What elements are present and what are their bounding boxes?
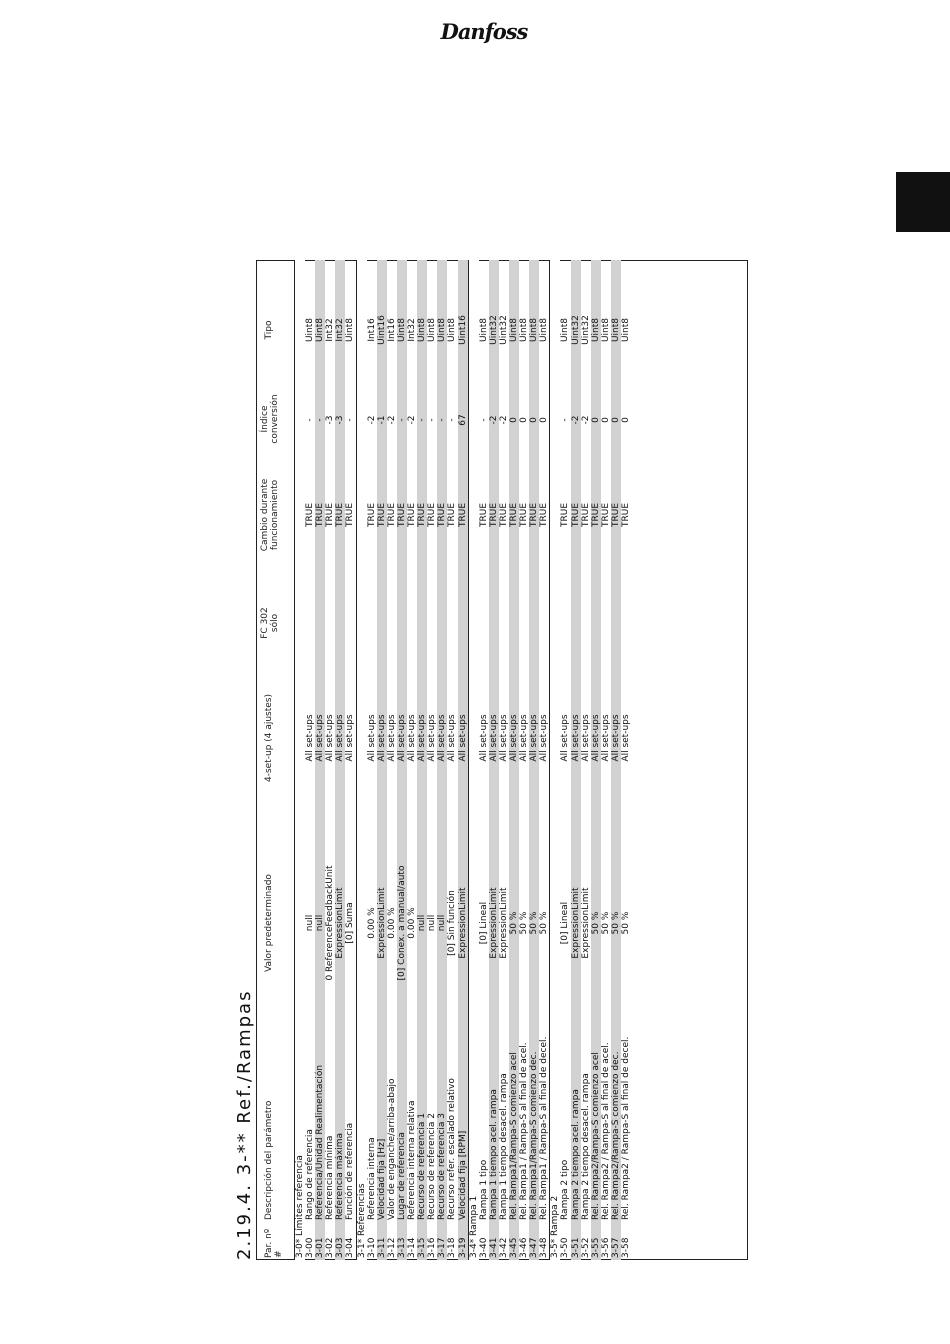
header-description: Descripción del parámetro [264,1100,274,1220]
header-par-num: Par. nº # [264,1228,284,1258]
param-description: Rel. Rampa2/Rampa-S comienzo dec. [610,1051,621,1220]
param-default: [0] Suma [345,902,356,944]
param-type: Uint8 [417,317,428,343]
table-row [611,260,621,1260]
param-number: 3-00 [305,1237,316,1258]
param-default: ExpressionLimit [335,887,346,959]
param-default: ExpressionLimit [376,887,387,959]
param-conversion: -1 [376,415,387,425]
table-row [447,260,457,1260]
param-description: Rel. Rampa2 / Rampa-S al final de acel. [600,1042,611,1220]
table-row [571,260,581,1260]
param-description: Velocidad fija [RPM] [457,1130,468,1220]
param-conversion: -2 [498,415,509,425]
param-default: ExpressionLimit [498,887,509,959]
param-change-running: TRUE [621,502,631,528]
param-number: 3-46 [519,1237,530,1258]
param-conversion: - [345,418,356,422]
param-change-running: TRUE [335,502,346,528]
param-number: 3-12 [386,1237,397,1258]
param-change-running: TRUE [539,502,550,528]
param-number: 3-55 [590,1237,601,1258]
param-conversion: - [560,418,571,422]
param-change-running: TRUE [529,502,540,528]
chapter-tab-marker [896,172,950,232]
param-conversion: 0 [539,417,550,423]
param-setup: All set-ups [376,714,387,762]
param-default: [0] Conex. a manual/auto [396,865,407,981]
table-row [345,260,355,1260]
header-type: Tipo [264,320,274,340]
param-setup: All set-ups [539,714,550,762]
param-type: Int32 [325,318,336,342]
param-setup: All set-ups [407,714,418,762]
rotated-table-page [234,260,756,1260]
param-type: Uint32 [570,315,581,345]
param-conversion: 0 [610,417,621,423]
table-header [256,260,294,1260]
param-type: Uint16 [376,315,387,345]
table-body [294,260,631,1260]
param-setup: All set-ups [417,714,428,762]
group-title: 3-0* Límites referencia [295,1155,305,1258]
param-description: Rel. Rampa1 / Rampa-S al final de decel. [539,1036,550,1220]
table-row [305,260,315,1260]
param-description: Rel. Rampa1/Rampa-S comienzo dec. [529,1051,540,1220]
param-conversion: -2 [570,415,581,425]
param-conversion: - [447,418,458,422]
param-type: Uint8 [447,317,458,343]
param-change-running: TRUE [305,502,316,528]
param-setup: All set-ups [508,714,519,762]
param-type: Uint8 [539,317,550,343]
param-number: 3-51 [570,1237,581,1258]
table-row [601,260,611,1260]
group-row [468,260,479,1260]
group-row [549,260,560,1260]
param-setup: All set-ups [478,714,489,762]
param-default: 50 % [590,911,601,935]
param-number: 3-40 [478,1237,489,1258]
param-setup: All set-ups [498,714,509,762]
param-conversion: 0 [529,417,540,423]
param-description: Rel. Rampa1 / Rampa-S al final de acel. [519,1042,530,1220]
param-setup: All set-ups [488,714,499,762]
param-conversion: - [437,418,448,422]
param-setup: All set-ups [335,714,346,762]
param-default: 50 % [621,911,631,935]
param-type: Uint8 [396,317,407,343]
param-number: 3-50 [560,1237,571,1258]
table-row [437,260,447,1260]
param-change-running: TRUE [478,502,489,528]
param-change-running: TRUE [600,502,611,528]
param-change-running: TRUE [345,502,356,528]
param-change-running: TRUE [427,502,438,528]
param-description: Referencia mínima [325,1135,336,1220]
table-row [417,260,427,1260]
param-type: Uint8 [427,317,438,343]
param-default: null [437,914,448,932]
param-description: Referencia interna relativa [407,1100,418,1220]
param-conversion: -2 [407,415,418,425]
param-type: Uint32 [580,315,591,345]
param-default: ExpressionLimit [488,887,499,959]
param-description: Referencia/Unidad Realimentación [315,1064,326,1220]
param-conversion: -3 [335,415,346,425]
param-change-running: TRUE [560,502,571,528]
param-default: null [315,914,326,932]
table-row [407,260,417,1260]
param-number: 3-41 [488,1237,499,1258]
group-row [356,260,367,1260]
param-default: 0.00 % [366,907,377,939]
param-conversion: 0 [519,417,530,423]
param-type: Uint8 [590,317,601,343]
param-description: Rango de referencia [305,1129,316,1220]
param-conversion: 0 [621,417,631,423]
param-change-running: TRUE [396,502,407,528]
param-default: null [427,914,438,932]
param-description: Recurso de referencia 3 [437,1113,448,1220]
param-default: 50 % [529,911,540,935]
param-change-running: TRUE [610,502,621,528]
param-setup: All set-ups [570,714,581,762]
group-title: 3-4* Rampa 1 [468,1195,479,1258]
param-setup: All set-ups [580,714,591,762]
param-number: 3-04 [345,1237,356,1258]
param-change-running: TRUE [519,502,530,528]
param-description: Lugar de referencia [396,1132,407,1220]
param-change-running: TRUE [386,502,397,528]
param-change-running: TRUE [570,502,581,528]
group-row [294,260,305,1260]
param-setup: All set-ups [529,714,540,762]
param-number: 3-01 [315,1237,326,1258]
param-number: 3-11 [376,1237,387,1258]
param-conversion: 0 [508,417,519,423]
param-conversion: -2 [580,415,591,425]
param-description: Rampa 1 tipo [478,1159,489,1220]
param-conversion: 67 [457,414,468,426]
param-default: [0] Sin función [447,890,458,956]
param-default: [0] Lineal [560,901,571,945]
table-row [539,260,549,1260]
param-number: 3-03 [335,1237,346,1258]
param-default: 50 % [610,911,621,935]
param-setup: All set-ups [325,714,336,762]
param-type: Uint8 [508,317,519,343]
param-setup: All set-ups [366,714,377,762]
param-change-running: TRUE [447,502,458,528]
param-type: Uint8 [560,317,571,343]
param-number: 3-13 [396,1237,407,1258]
param-setup: All set-ups [315,714,326,762]
param-default: 0.00 % [386,907,397,939]
param-conversion: - [396,418,407,422]
param-description: Valor de enganche/arriba-abajo [386,1078,397,1220]
table-row [458,260,468,1260]
param-change-running: TRUE [508,502,519,528]
param-type: Int16 [366,318,377,342]
param-type: Uint32 [498,315,509,345]
table-row [479,260,489,1260]
param-type: Int16 [386,318,397,342]
param-description: Rel. Rampa2/Rampa-S comienzo acel [590,1052,601,1220]
param-type: Int32 [335,318,346,342]
param-conversion: 0 [590,417,601,423]
param-description: Rel. Rampa1/Rampa-S comienzo acel [508,1052,519,1220]
param-setup: All set-ups [519,714,530,762]
param-setup: All set-ups [600,714,611,762]
param-description: Función de referencia [345,1122,356,1220]
param-conversion: 0 [600,417,611,423]
table-row [560,260,570,1260]
param-change-running: TRUE [590,502,601,528]
table-row [325,260,335,1260]
param-default: [0] Lineal [478,901,489,945]
param-type: Uint8 [621,317,631,343]
table-row [367,260,377,1260]
section-title: 2.19.4. 3-** Ref./Rampas [234,989,255,1260]
param-number: 3-57 [610,1237,621,1258]
header-4-setup: 4-set-up (4 ajustes) [264,693,274,783]
param-number: 3-19 [457,1237,468,1258]
param-description: Rampa 2 tipo [560,1159,571,1220]
param-conversion: -2 [488,415,499,425]
param-setup: All set-ups [305,714,316,762]
param-type: Uint8 [315,317,326,343]
param-default: ExpressionLimit [580,887,591,959]
param-default: 50 % [539,911,550,935]
param-setup: All set-ups [610,714,621,762]
param-number: 3-10 [366,1237,377,1258]
param-setup: All set-ups [437,714,448,762]
param-default: null [417,914,428,932]
param-conversion: - [315,418,326,422]
table-row [489,260,499,1260]
param-type: Uint8 [600,317,611,343]
param-default: 50 % [519,911,530,935]
param-change-running: TRUE [315,502,326,528]
param-number: 3-48 [539,1237,550,1258]
param-type: Uint8 [305,317,316,343]
param-number: 3-16 [427,1237,438,1258]
param-change-running: TRUE [366,502,377,528]
param-setup: All set-ups [590,714,601,762]
param-description: Rel. Rampa2 / Rampa-S al final de decel. [621,1036,631,1220]
param-setup: All set-ups [457,714,468,762]
param-default: ExpressionLimit [570,887,581,959]
param-conversion: -3 [325,415,336,425]
param-default: null [305,914,316,932]
param-change-running: TRUE [325,502,336,528]
param-description: Referencia máxima [335,1132,346,1220]
param-conversion: -2 [366,415,377,425]
param-description: Rampa 2 tiempo desacel. rampa [580,1073,591,1220]
param-conversion: - [478,418,489,422]
param-default: 0.00 % [407,907,418,939]
param-description: Rampa 1 tiempo desacel. rampa [498,1073,509,1220]
param-number: 3-17 [437,1237,448,1258]
param-type: Uint8 [519,317,530,343]
param-number: 3-14 [407,1237,418,1258]
group-title: 3-5* Rampa 2 [550,1195,561,1258]
param-setup: All set-ups [386,714,397,762]
table-row [397,260,407,1260]
param-conversion: -2 [386,415,397,425]
param-type: Uint16 [457,315,468,345]
param-conversion: - [427,418,438,422]
param-conversion: - [417,418,428,422]
param-description: Recurso de referencia 2 [427,1113,438,1220]
logo-text: Danfoss [440,19,528,44]
param-description: Referencia interna [366,1137,377,1220]
param-type: Uint8 [478,317,489,343]
param-number: 3-52 [580,1237,591,1258]
table-row [387,260,397,1260]
param-number: 3-47 [529,1237,540,1258]
param-description: Velocidad fija [Hz] [376,1138,387,1220]
param-change-running: TRUE [437,502,448,528]
param-default: 50 % [508,911,519,935]
danfoss-logo [438,14,530,50]
param-setup: All set-ups [621,714,631,762]
param-number: 3-42 [498,1237,509,1258]
param-number: 3-45 [508,1237,519,1258]
table-row [499,260,509,1260]
param-type: Uint8 [529,317,540,343]
param-description: Recurso refer. escalado relativo [447,1078,458,1220]
param-default: 0 ReferenceFeedbackUnit [325,865,336,981]
table-row [335,260,345,1260]
table-row [427,260,437,1260]
param-number: 3-56 [600,1237,611,1258]
param-default: 50 % [600,911,611,935]
param-setup: All set-ups [447,714,458,762]
param-change-running: TRUE [580,502,591,528]
table-row [581,260,591,1260]
table-row [315,260,325,1260]
param-description: Rampa 2 tiempo acel. rampa [570,1089,581,1220]
param-conversion: - [305,418,316,422]
param-change-running: TRUE [417,502,428,528]
param-change-running: TRUE [407,502,418,528]
param-type: Uint8 [437,317,448,343]
header-conversion-index: Índice conversión [260,394,280,444]
param-type: Uint32 [488,315,499,345]
param-change-running: TRUE [488,502,499,528]
header-change-running: Cambio durante funcionamiento [260,478,280,552]
param-type: Int32 [407,318,418,342]
param-type: Uint8 [345,317,356,343]
param-setup: All set-ups [396,714,407,762]
param-type: Uint8 [610,317,621,343]
param-setup: All set-ups [560,714,571,762]
param-number: 3-02 [325,1237,336,1258]
param-number: 3-15 [417,1237,428,1258]
param-number: 3-58 [621,1237,631,1258]
param-description: Rampa 1 tiempo acel. rampa [488,1089,499,1220]
param-change-running: TRUE [498,502,509,528]
param-description: Recurso de referencia 1 [417,1113,428,1220]
param-number: 3-18 [447,1237,458,1258]
param-setup: All set-ups [427,714,438,762]
param-setup: All set-ups [345,714,356,762]
table-row [591,260,601,1260]
param-change-running: TRUE [376,502,387,528]
table-row [509,260,519,1260]
param-change-running: TRUE [457,502,468,528]
table-row [621,260,631,1260]
table-row [519,260,529,1260]
table-row [529,260,539,1260]
group-title: 3-1* Referencias [356,1183,367,1258]
param-default: ExpressionLimit [457,887,468,959]
header-default-value: Valor predeterminado [264,874,274,972]
header-fc302: FC 302 sólo [260,607,280,639]
table-row [377,260,387,1260]
